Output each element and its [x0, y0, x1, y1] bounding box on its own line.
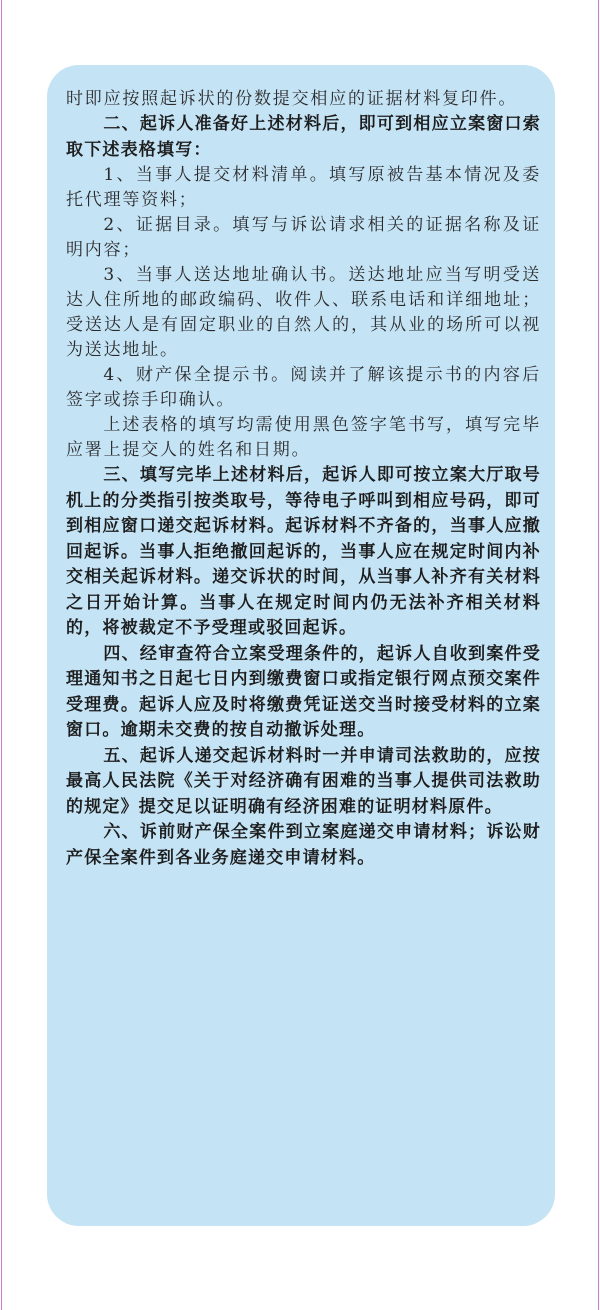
item-evidence-catalog: 2、证据目录。填写与诉讼请求相关的证据名称及证明内容； [66, 215, 541, 260]
item-preservation-notice: 4、财产保全提示书。阅读并了解该提示书的内容后签字或捺手印确认。 [66, 365, 541, 410]
right-edge-line [598, 0, 599, 1310]
item-service-address-confirmation: 3、当事人送达地址确认书。送达地址应当写明受送达人住所地的邮政编码、收件人、联系电话和详细地址；受送达人是有固定职业的自然人的，其从业的场所可以视为送达地址。 [66, 265, 541, 360]
note-form-filling: 上述表格的填写均需使用黑色签字笔书写，填写完毕应署上提交人的姓名和日期。 [66, 415, 541, 460]
item-materials-list: 1、当事人提交材料清单。填写原被告基本情况及委托代理等资料； [66, 165, 541, 210]
content-panel [47, 65, 555, 1226]
left-edge-line [1, 0, 2, 1310]
heading-section-four-fees: 四、经审查符合立案受理条件的，起诉人自收到案件受理通知书之日起七日内到缴费窗口或指定银行网点预交案件受理费。起诉人应及时将缴费凭证送交当时接受材料的立案窗口。逾期未交费的按自动撤诉处理。 [66, 643, 541, 740]
heading-section-three-submission: 三、填写完毕上述材料后，起诉人即可按立案大厅取号机上的分类指引按类取号，等待电子呼叫到相应号码，即可到相应窗口递交起诉材料。起诉材料不齐备的，当事人应撤回起诉。当事人拒绝撤回起诉的，当事人应在规定时间内补交相关起诉材料。递交诉状的时间，从当事人补齐有关材料之日开始计算。当事人在规定时间内仍无法补齐相关材料的，将被裁定不予受理或驳回起诉。 [66, 465, 541, 638]
heading-section-six-preservation: 六、诉前财产保全案件到立案庭递交申请材料；诉讼财产保全案件到各业务庭递交申请材料。 [66, 822, 541, 868]
heading-section-five-judicial-aid: 五、起诉人递交起诉材料时一并申请司法救助的，应按最高人民法院《关于对经济确有困难的当事人提供司法救助的规定》提交足以证明确有经济困难的证明材料原件。 [66, 745, 541, 817]
heading-section-two-forms: 二、起诉人准备好上述材料后，即可到相应立案窗口索取下述表格填写： [66, 114, 541, 160]
paragraph-evidence-copies: 时即应按照起诉状的份数提交相应的证据材料复印件。 [66, 89, 518, 109]
